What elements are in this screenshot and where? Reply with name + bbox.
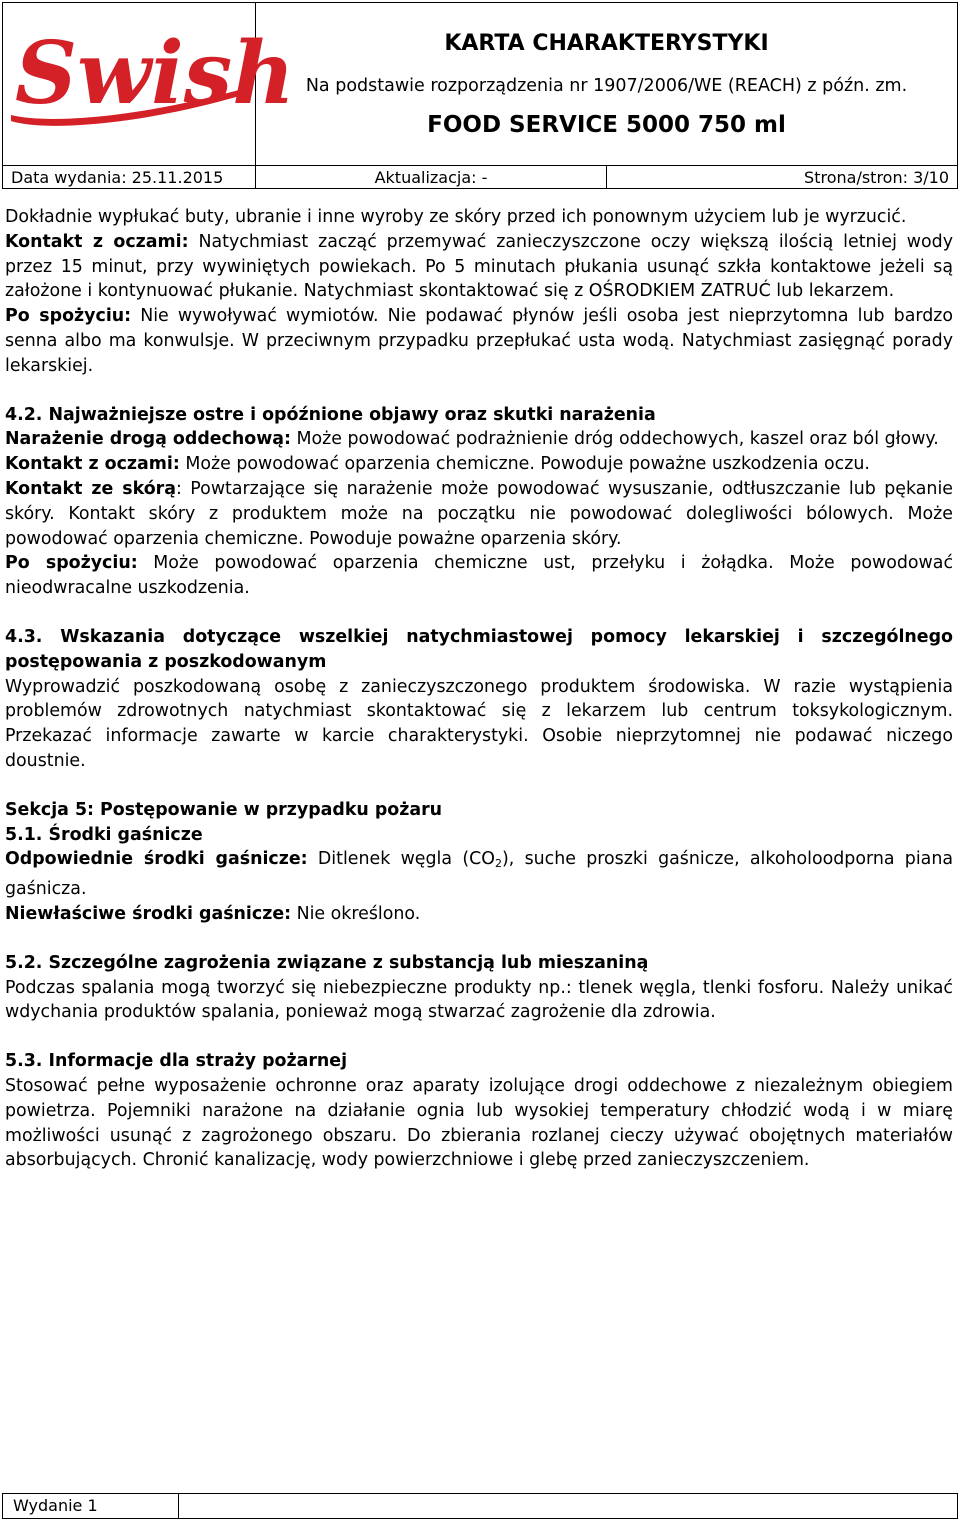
document-footer xyxy=(2,1493,958,1519)
section-heading: 4.2. Najważniejsze ostre i opóźnione objawy oraz skutki narażenia xyxy=(5,404,656,425)
paragraph: Niewłaściwe środki gaśnicze: Nie określono. xyxy=(5,903,421,924)
document-title: KARTA CHARAKTERYSTYKI xyxy=(444,30,769,56)
paragraph: Odpowiednie środki gaśnicze: Ditlenek węgla (CO2), suche proszki gaśnicze, alkoholoodporna piana gaśnicza. xyxy=(5,849,954,900)
issue-date: Data wydania: 25.11.2015 xyxy=(3,166,256,189)
section-heading: 4.3. Wskazania dotyczące wszelkiej natychmiastowej pomocy lekarskiej i szczególnego postępowania z poszkodowanym xyxy=(5,626,953,672)
paragraph: Dokładnie wypłukać buty, ubranie i inne wyroby ze skóry przed ich ponownym użyciem lub je wyrzucić. xyxy=(5,207,907,227)
paragraph: Podczas spalania mogą tworzyć się niebezpieczne produkty np.: tlenek węgla, tlenki fosforu. Należy unikać wdychania produktów spalania, ponieważ mogą stwarzać zagrożenie dla zdrowia. xyxy=(5,977,953,1023)
section-heading: Sekcja 5: Postępowanie w przypadku pożaru xyxy=(5,799,443,820)
swish-logo xyxy=(3,3,295,161)
regulation-subtitle: Na podstawie rozporządzenia nr 1907/2006/WE (REACH) z późn. zm. xyxy=(305,75,908,96)
product-name: FOOD SERVICE 5000 750 ml xyxy=(427,111,786,138)
paragraph: Po spożyciu: Nie wywoływać wymiotów. Nie podawać płynów jeśli osoba jest nieprzytomna lub bardzo senna albo ma konwulsje. W przeciwnym przypadku przepłukać usta wodą. Natychmiast zasięgnąć porady lekarskiej. xyxy=(5,306,953,376)
edition-label: Wydanie 1 xyxy=(3,1494,179,1518)
page-number: Strona/stron: 3/10 xyxy=(607,166,958,189)
section-heading: 5.3. Informacje dla straży pożarnej xyxy=(5,1051,348,1072)
title-block xyxy=(256,3,958,166)
paragraph: Stosować pełne wyposażenie ochronne oraz aparaty izolujące drogi oddechowe z niezależnym obiegiem powietrza. Pojemniki narażone na działanie ognia lub wysokiej temperatury chłodzić wodą i w miarę możliwości usunąć z zagrożonego obszaru. Do zbierania rozlanej cieczy używać obojętnych materiałów absorbujących. Chronić kanalizację, wody powierzchniowe i glebę przed zanieczyszczeniem. xyxy=(5,1075,953,1171)
paragraph: Kontakt z oczami: Może powodować oparzenia chemiczne. Powoduje poważne uszkodzenia oczu. xyxy=(5,454,870,475)
document-header xyxy=(2,2,958,187)
update-info: Aktualizacja: - xyxy=(256,166,607,189)
paragraph: Kontakt z oczami: Natychmiast zacząć przemywać zanieczyszczone oczy większą ilością letniej wody przez 15 minut, przy wywiniętych powiekach. Po 5 minutach płukania usunąć szkła kontaktowe jeżeli są założone i kontynuować płukanie. Natychmiast skontaktować się z OŚRODKIEM ZATRUĆ lub lekarzem. xyxy=(5,231,954,302)
document-body xyxy=(5,205,953,1173)
paragraph: Kontakt ze skórą: Powtarzające się narażenie może powodować wysuszanie, odtłuszczanie lub pękanie skóry. Kontakt skóry z produktem może na początku nie powodować dolegliwości bólowych. Może powodować oparzenia chemiczne. Powoduje poważne oparzenia skóry. xyxy=(5,478,953,549)
svg-text:Swish: Swish xyxy=(15,23,295,124)
paragraph: Narażenie drogą oddechową: Może powodować podrażnienie dróg oddechowych, kaszel oraz ból głowy. xyxy=(5,429,939,450)
paragraph: Po spożyciu: Może powodować oparzenia chemiczne ust, przełyku i żołądka. Może powodować nieodwracalne uszkodzenia. xyxy=(5,553,954,599)
paragraph: Wyprowadzić poszkodowaną osobę z zanieczyszczonego produktem środowiska. W razie wystąpienia problemów zdrowotnych natychmiast skontaktować się z lekarzem lub centrum toksykologicznym. Przekazać informacje zawarte w karcie charakterystyki. Osobie nieprzytomnej nie podawać niczego doustnie. xyxy=(5,676,953,771)
logo-cell xyxy=(3,3,295,166)
section-heading: 5.2. Szczególne zagrożenia związane z substancją lub mieszaniną xyxy=(5,952,649,973)
section-heading: 5.1. Środki gaśnicze xyxy=(5,824,203,845)
